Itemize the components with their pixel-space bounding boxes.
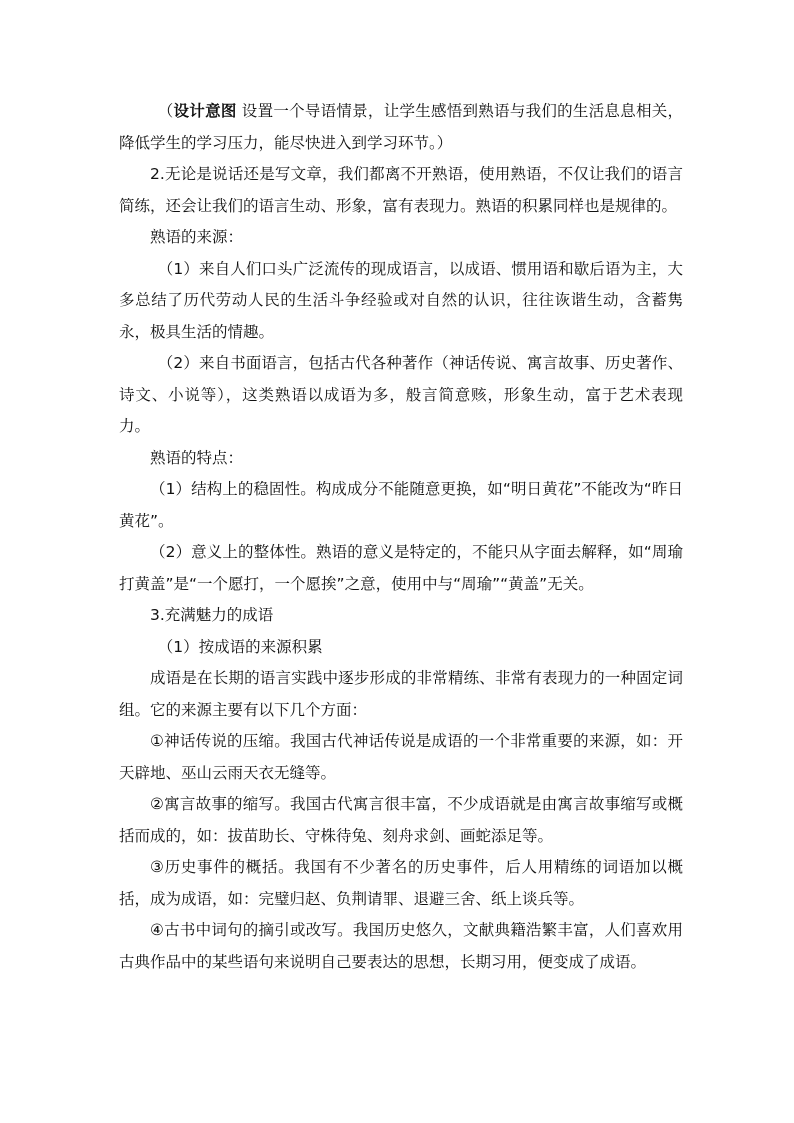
- paragraph-feature-1: （1）结构上的稳固性。构成成分不能随意更换，如“明日黄花”不能改为“昨日黄花”。: [119, 480, 683, 530]
- heading-idiom-sources: 熟语的来源：: [150, 228, 244, 246]
- paragraph-origin-classics: ④古书中词句的摘引或改写。我国历史悠久，文献典籍浩繁丰富，人们喜欢用古典作品中的某些语句来说明自己要表达的思想，长期习用，便变成了成语。: [119, 921, 683, 971]
- paragraph-source-2: （2）来自书面语言，包括古代各种著作（神话传说、寓言故事、历史著作、诗文、小说等），这类熟语以成语为多，般言简意赅，形象生动，富于艺术表现力。: [119, 354, 683, 435]
- paragraph-idioms-usage: 2.无论是说话还是写文章，我们都离不开熟语，使用熟语，不仅让我们的语言简练，还会让我们的语言生动、形象，富有表现力。熟语的积累同样也是规律的。: [119, 165, 683, 215]
- design-note-open-paren: （: [157, 102, 174, 120]
- paragraph-origin-myths: ①神话传说的压缩。我国古代神话传说是成语的一个非常重要的来源，如：开天辟地、巫山云雨天衣无缝等。: [119, 732, 683, 782]
- paragraph-origin-fables: ②寓言故事的缩写。我国古代寓言很丰富，不少成语就是由寓言故事缩写或概括而成的，如：拔苗助长、守株待兔、刻舟求剑、画蛇添足等。: [119, 795, 683, 845]
- heading-idiom-features: 熟语的特点：: [150, 448, 244, 467]
- paragraph-idiom-intro: 成语是在长期的语言实践中逐步形成的非常精练、非常有表现力的一种固定词组。它的来源主要有以下几个方面：: [119, 669, 683, 719]
- paragraph-source-1: （1）来自人们口头广泛流传的现成语言，以成语、惯用语和歇后语为主，大多总结了历代劳动人民的生活斗争经验或对自然的认识，往往诙谐生动，含蓄隽永，极具生活的情趣。: [119, 259, 683, 341]
- heading-section-3-1: （1）按成语的来源积累: [157, 637, 323, 656]
- paragraph-feature-2: （2）意义上的整体性。熟语的意义是特定的，不能只从字面去解释，如“周瑜打黄盖”是“一个愿打，一个愿挨”之意，使用中与“周瑜”“黄盖”无关。: [119, 543, 683, 593]
- design-note-paragraph: [119, 96, 683, 159]
- paragraph-origin-history: ③历史事件的概括。我国有不少著名的历史事件，后人用精练的词语加以概括，成为成语，如：完璧归赵、负荆请罪、退避三舍、纸上谈兵等。: [119, 858, 683, 908]
- heading-section-3: 3.充满魅力的成语: [150, 606, 274, 624]
- design-note-label: 设计意图: [173, 102, 237, 120]
- document-page: [119, 96, 683, 978]
- design-note-text: 设置一个导语情景，让学生感悟到熟语与我们的生活息息相关，降低学生的学习压力，能尽快进入到学习环节。）: [119, 102, 683, 152]
